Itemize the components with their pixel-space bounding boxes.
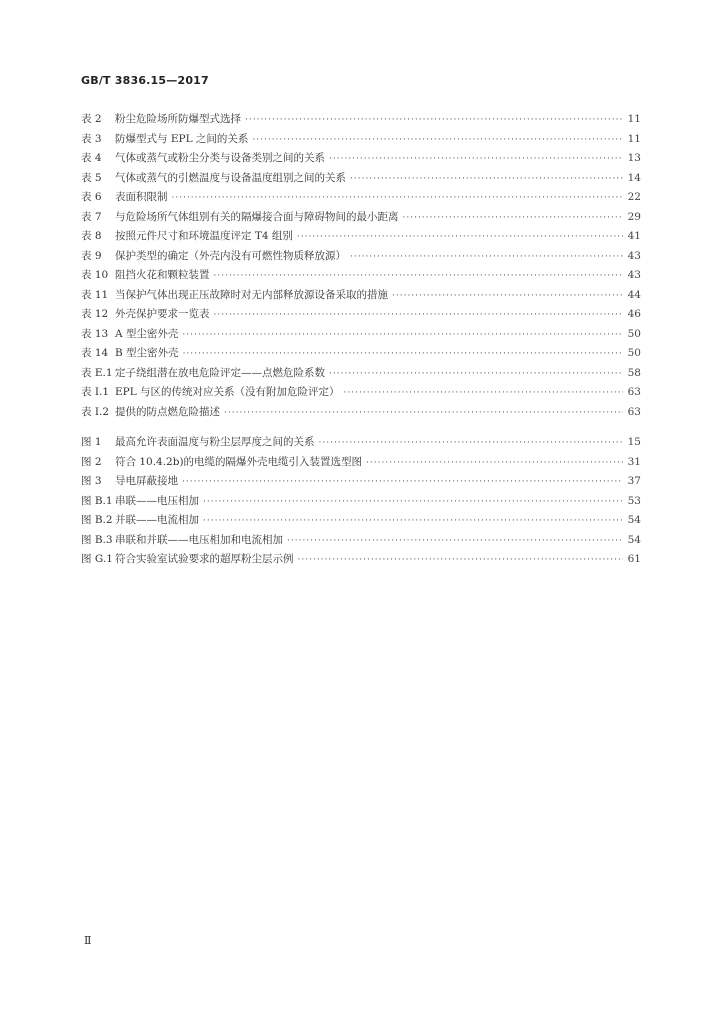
entry-page-number: 29 — [627, 210, 641, 223]
entry-label — [81, 403, 220, 423]
entry-title: EPL 与区的传统对应关系（没有附加危险评定） — [115, 386, 340, 398]
figure-entry[interactable] — [81, 453, 641, 473]
entry-number: 图 2 — [81, 455, 102, 468]
entry-page-number: 44 — [627, 288, 641, 301]
dot-leader — [183, 345, 623, 365]
entry-title: 当保护气体出现正压故障时对无内部释放源设备采取的措施 — [115, 288, 388, 301]
table-entry[interactable] — [81, 130, 641, 150]
figure-entry[interactable] — [81, 511, 641, 531]
entry-page-number: 63 — [627, 405, 641, 418]
entry-label — [81, 110, 241, 130]
dot-leader — [214, 267, 624, 287]
figure-entry[interactable] — [81, 472, 641, 492]
entry-label — [81, 511, 199, 531]
dot-leader — [329, 150, 623, 170]
entry-number: 表 12 — [81, 308, 109, 320]
standard-header: GB/T 3836.15—2017 — [81, 74, 209, 87]
entry-title: 阻挡火花和颗粒装置 — [115, 269, 210, 281]
entry-page-number: 50 — [627, 327, 641, 340]
entry-title: 气体或蒸气或粉尘分类与设备类别之间的关系 — [115, 152, 325, 164]
dot-leader — [319, 434, 624, 454]
dot-leader — [366, 454, 623, 474]
entry-label — [81, 266, 210, 286]
entry-title: 表面积限制 — [115, 191, 168, 203]
dot-leader — [245, 111, 623, 131]
entry-label — [81, 247, 346, 267]
entry-label — [81, 149, 325, 169]
entry-label — [81, 130, 248, 150]
entry-number: 图 1 — [81, 436, 102, 448]
entry-page-number: 13 — [627, 152, 641, 164]
table-entry[interactable] — [81, 227, 641, 247]
entry-page-number: 37 — [627, 475, 641, 487]
dot-leader — [298, 551, 624, 571]
entry-page-number: 11 — [627, 113, 641, 125]
dot-leader — [224, 404, 623, 424]
entry-page-number: 14 — [627, 171, 641, 184]
dot-leader — [329, 365, 623, 385]
table-entry[interactable] — [81, 403, 641, 423]
entry-number: 表 I.2 — [81, 405, 110, 418]
entry-number: 表 7 — [81, 210, 102, 223]
entry-label — [81, 472, 178, 492]
entry-label — [81, 325, 178, 345]
entry-label — [81, 286, 388, 306]
entry-number: 表 13 — [81, 327, 109, 340]
entry-title: 串联和并联——电压相加和电流相加 — [115, 533, 283, 546]
entry-number: 图 G.1 — [81, 553, 113, 565]
entry-number: 表 8 — [81, 230, 102, 242]
entry-number: 表 11 — [81, 288, 109, 301]
entry-number: 表 3 — [81, 132, 102, 145]
entry-number: 图 B.2 — [81, 514, 113, 526]
dot-leader — [350, 170, 623, 190]
figure-entry[interactable] — [81, 531, 641, 551]
entry-number: 表 2 — [81, 113, 102, 125]
entry-number: 表 6 — [81, 191, 102, 203]
dot-leader — [392, 287, 623, 307]
dot-leader — [403, 209, 624, 229]
entry-page-number: 54 — [627, 533, 641, 546]
entry-title: 与危险场所气体组别有关的隔爆接合面与障碍物间的最小距离 — [115, 210, 399, 223]
table-entry[interactable] — [81, 305, 641, 325]
table-entry[interactable] — [81, 364, 641, 384]
entry-title: 并联——电流相加 — [115, 514, 199, 526]
entry-title: B 型尘密外壳 — [115, 347, 179, 359]
entry-title: 外壳保护要求一览表 — [115, 308, 210, 320]
dot-leader — [287, 532, 623, 552]
entry-label — [81, 383, 340, 403]
entry-label — [81, 492, 199, 512]
table-of-figures — [81, 433, 641, 570]
entry-title: 符合实验室试验要求的超厚粉尘层示例 — [115, 553, 294, 565]
entry-number: 图 B.1 — [81, 494, 113, 507]
entry-title: 粉尘危险场所防爆型式选择 — [115, 113, 241, 125]
entry-title: 防爆型式与 EPL 之间的关系 — [115, 132, 249, 145]
table-entry[interactable] — [81, 169, 641, 189]
entry-title: 最高允许表面温度与粉尘层厚度之间的关系 — [115, 436, 315, 448]
table-of-tables — [81, 110, 641, 422]
dot-leader — [182, 473, 623, 493]
table-entry[interactable] — [81, 188, 641, 208]
figure-entry[interactable] — [81, 433, 641, 453]
entry-page-number: 43 — [627, 269, 641, 281]
entry-page-number: 15 — [627, 436, 641, 448]
dot-leader — [297, 228, 623, 248]
entry-label — [81, 227, 293, 247]
dot-leader — [252, 131, 623, 151]
dot-leader — [214, 306, 624, 326]
entry-page-number: 53 — [627, 494, 641, 507]
entry-page-number: 50 — [627, 347, 641, 359]
table-entry[interactable] — [81, 149, 641, 169]
entry-title: 保护类型的确定（外壳内没有可燃性物质释放源） — [115, 249, 346, 262]
entry-number: 表 4 — [81, 152, 102, 164]
table-entry[interactable] — [81, 110, 641, 130]
entry-label — [81, 208, 399, 228]
table-entry[interactable] — [81, 383, 641, 403]
entry-label — [81, 344, 179, 364]
entry-page-number: 41 — [627, 230, 641, 242]
entry-label — [81, 305, 210, 325]
table-entry[interactable] — [81, 247, 641, 267]
figure-entry[interactable] — [81, 492, 641, 512]
page-number: Ⅱ — [84, 934, 92, 947]
entry-title: 符合 10.4.2b)的电缆的隔爆外壳电缆引入装置选型图 — [115, 455, 363, 468]
entry-number: 表 I.1 — [81, 386, 110, 398]
entry-number: 表 E.1 — [81, 366, 113, 379]
entry-page-number: 63 — [627, 386, 641, 398]
dot-leader — [172, 189, 624, 209]
dot-leader — [203, 512, 623, 532]
dot-leader — [203, 493, 623, 513]
dot-leader — [182, 326, 623, 346]
entry-page-number: 43 — [627, 249, 641, 262]
entry-page-number: 61 — [627, 553, 641, 565]
entry-title: 按照元件尺寸和环境温度评定 T4 组别 — [115, 230, 293, 242]
entry-label — [81, 364, 325, 384]
table-entry[interactable] — [81, 325, 641, 345]
table-entry[interactable] — [81, 286, 641, 306]
entry-number: 表 10 — [81, 269, 109, 281]
dot-leader — [344, 384, 623, 404]
entry-label — [81, 188, 168, 208]
entry-number: 表 9 — [81, 249, 102, 262]
entry-page-number: 46 — [627, 308, 641, 320]
entry-number: 表 5 — [81, 171, 102, 184]
entry-label — [81, 169, 346, 189]
figure-entry[interactable] — [81, 550, 641, 570]
entry-title: 串联——电压相加 — [115, 494, 199, 507]
entry-title: 定子绕组潜在放电危险评定——点燃危险系数 — [115, 366, 325, 379]
table-entry[interactable] — [81, 266, 641, 286]
entry-title: A 型尘密外壳 — [115, 327, 179, 340]
entry-number: 图 3 — [81, 475, 102, 487]
entry-title: 提供的防点燃危险描述 — [115, 405, 220, 418]
entry-page-number: 22 — [627, 191, 641, 203]
entry-page-number: 58 — [627, 366, 641, 379]
entry-page-number: 11 — [627, 132, 641, 145]
entry-page-number: 54 — [627, 514, 641, 526]
entry-number: 表 14 — [81, 347, 109, 359]
entry-title: 气体或蒸气的引燃温度与设备温度组别之间的关系 — [115, 171, 346, 184]
table-entry[interactable] — [81, 344, 641, 364]
dot-leader — [350, 248, 623, 268]
entry-page-number: 31 — [627, 455, 641, 468]
entry-label — [81, 433, 315, 453]
entry-label — [81, 453, 362, 473]
entry-title: 导电屏蔽接地 — [115, 475, 178, 487]
entry-number: 图 B.3 — [81, 533, 113, 546]
table-entry[interactable] — [81, 208, 641, 228]
entry-label — [81, 531, 283, 551]
entry-label — [81, 550, 294, 570]
